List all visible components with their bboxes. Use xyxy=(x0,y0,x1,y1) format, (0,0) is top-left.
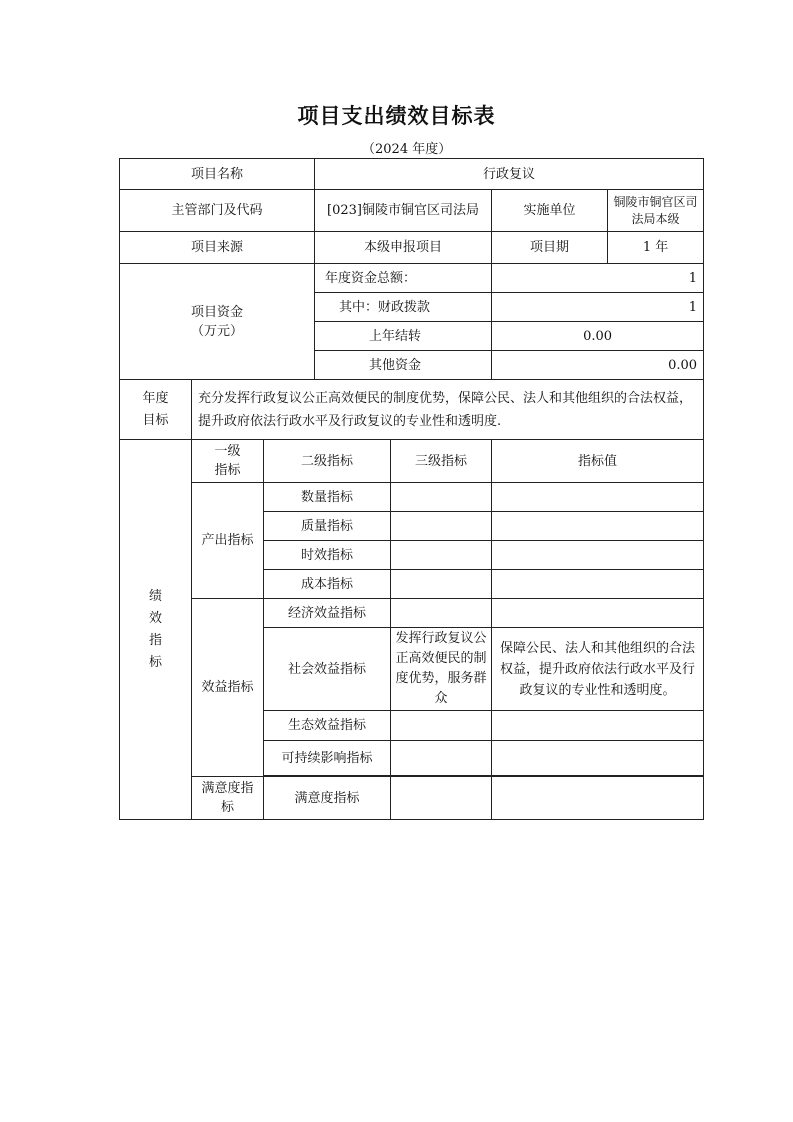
funds-label-line2: （万元） xyxy=(191,323,244,339)
performance-label-char3: 指 xyxy=(148,632,162,648)
funds-label xyxy=(120,264,315,380)
department-value: [023]铜陵市铜官区司法局 xyxy=(315,190,492,232)
cost-indicator: 成本指标 xyxy=(264,570,391,599)
quality-value xyxy=(492,512,704,541)
social-indicator: 社会效益指标 xyxy=(264,628,391,711)
period-value: 1 年 xyxy=(608,232,704,264)
annual-goal-label xyxy=(120,380,192,440)
social-l3: 发挥行政复议公正高效便民的制度优势，服务群众 xyxy=(391,628,492,711)
annual-goal-text: 充分发挥行政复议公正高效便民的制度优势，保障公民、法人和其他组织的合法权益，提升政府依法行政水平及行政复议的专业性和透明度. xyxy=(192,380,704,440)
level1-header xyxy=(192,440,264,483)
annual-goal-label-line2: 目标 xyxy=(142,412,169,428)
ecological-value xyxy=(492,711,704,741)
carryover-value: 0.00 xyxy=(492,322,704,351)
output-indicator-label: 产出指标 xyxy=(192,483,264,599)
level3-header: 三级指标 xyxy=(391,440,492,483)
satisfaction-l3 xyxy=(391,777,492,820)
funds-label-line1: 项目资金 xyxy=(191,304,244,320)
other-label: 其他资金 xyxy=(315,351,492,380)
level1-header-line2: 指标 xyxy=(214,463,241,478)
row-department xyxy=(120,190,704,232)
project-name-value: 行政复议 xyxy=(315,159,704,190)
unit-value: 铜陵市铜官区司法局本级 xyxy=(608,190,704,232)
timeliness-l3 xyxy=(391,541,492,570)
other-value: 0.00 xyxy=(492,351,704,380)
value-header: 指标值 xyxy=(492,440,704,483)
ecological-indicator: 生态效益指标 xyxy=(264,711,391,741)
unit-label: 实施单位 xyxy=(492,190,608,232)
fiscal-label: 其中：财政拨款 xyxy=(315,293,492,322)
source-label: 项目来源 xyxy=(120,232,315,264)
carryover-label: 上年结转 xyxy=(315,322,492,351)
satisfaction-level1: 满意度指标 xyxy=(192,777,264,820)
annual-goal-label-line1: 年度 xyxy=(142,390,169,406)
department-label: 主管部门及代码 xyxy=(120,190,315,232)
cost-l3 xyxy=(391,570,492,599)
row-annual-goal xyxy=(120,380,704,440)
cost-value xyxy=(492,570,704,599)
economic-value xyxy=(492,599,704,628)
performance-label xyxy=(120,440,192,820)
level1-header-line1: 一级 xyxy=(214,444,241,459)
project-name-label: 项目名称 xyxy=(120,159,315,190)
timeliness-value xyxy=(492,541,704,570)
satisfaction-indicator: 满意度指标 xyxy=(264,777,391,820)
performance-label-char2: 效 xyxy=(148,610,162,626)
quality-l3 xyxy=(391,512,492,541)
sustainable-indicator: 可持续影响指标 xyxy=(264,741,391,776)
level2-header: 二级指标 xyxy=(264,440,391,483)
row-quantity xyxy=(120,483,704,512)
quantity-value xyxy=(492,483,704,512)
year-label: （2024 年度） xyxy=(362,142,452,157)
satisfaction-value xyxy=(492,777,704,820)
sustainable-l3 xyxy=(391,741,492,776)
source-value: 本级申报项目 xyxy=(315,232,492,264)
period-label: 项目期 xyxy=(492,232,608,264)
performance-goal-table xyxy=(119,158,704,820)
quantity-indicator: 数量指标 xyxy=(264,483,391,512)
social-value: 保障公民、法人和其他组织的合法权益，提升政府依法行政水平及行政复议的专业性和透明度。 xyxy=(492,628,704,711)
quantity-l3 xyxy=(391,483,492,512)
performance-label-char4: 标 xyxy=(148,654,162,670)
fiscal-value: 1 xyxy=(492,293,704,322)
ecological-l3 xyxy=(391,711,492,741)
row-source xyxy=(120,232,704,264)
row-project-name xyxy=(120,159,704,190)
economic-indicator: 经济效益指标 xyxy=(264,599,391,628)
quality-indicator: 质量指标 xyxy=(264,512,391,541)
page-title: 项目支出绩效目标表 xyxy=(297,104,496,128)
benefit-indicator-label: 效益指标 xyxy=(192,599,264,777)
row-economic xyxy=(120,599,704,628)
row-indicator-header xyxy=(120,440,704,483)
row-satisfaction xyxy=(120,777,704,820)
annual-total-value: 1 xyxy=(492,264,704,293)
performance-label-char1: 绩 xyxy=(148,588,162,604)
row-annual-total xyxy=(120,264,704,293)
economic-l3 xyxy=(391,599,492,628)
annual-total-label: 年度资金总额： xyxy=(315,264,492,293)
sustainable-value xyxy=(492,741,704,776)
timeliness-indicator: 时效指标 xyxy=(264,541,391,570)
